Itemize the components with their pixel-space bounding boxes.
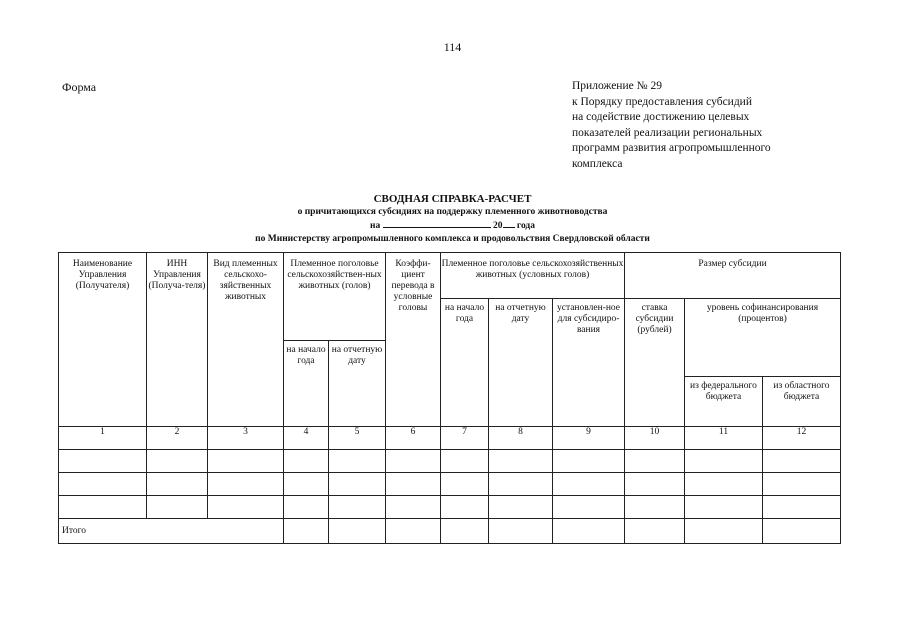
column-number: 8 — [489, 427, 553, 450]
table-cell — [386, 473, 441, 496]
header-breeding-stock-conditional: Племенное поголовье сельскохозяйственных животных (условных голов) — [441, 253, 625, 299]
table-cell — [625, 473, 685, 496]
table-cell — [685, 450, 763, 473]
appendix-line: комплекса — [572, 157, 623, 170]
table-cell — [763, 496, 841, 519]
column-number: 11 — [685, 427, 763, 450]
year-blank — [503, 218, 515, 228]
title-ministry: по Министерству агропромышленного комплекса и продовольствия Свердловской области — [255, 233, 650, 244]
header-heads-reporting-date: на отчетную дату — [329, 341, 386, 427]
date-prefix: на — [370, 221, 381, 231]
table-cell — [329, 473, 386, 496]
column-number: 3 — [208, 427, 284, 450]
table-cell — [553, 496, 625, 519]
total-label: Итого — [59, 519, 284, 544]
appendix-block — [572, 79, 771, 172]
title-subtitle: о причитающихся субсидиях на поддержку племенного животноводства — [297, 206, 608, 217]
table-cell — [284, 450, 329, 473]
table-cell — [284, 519, 329, 544]
appendix-line: к Порядку предоставления субсидий — [572, 95, 752, 108]
document-title — [0, 193, 905, 245]
table-cell — [208, 473, 284, 496]
header-inn: ИНН Управления (Получа-теля) — [147, 253, 208, 427]
table-cell — [441, 450, 489, 473]
table-cell — [329, 450, 386, 473]
header-breeding-stock-heads: Племенное поголовье сельскохозяйствен-ных животных (голов) — [284, 253, 386, 341]
table-cell — [386, 450, 441, 473]
table-cell — [441, 496, 489, 519]
table-row — [59, 473, 841, 496]
title-date-line — [0, 218, 905, 233]
table-cell — [763, 473, 841, 496]
table-cell — [147, 450, 208, 473]
table-row — [59, 496, 841, 519]
table-cell — [441, 473, 489, 496]
header-cond-reporting-date: на отчетную дату — [489, 299, 553, 427]
column-number: 1 — [59, 427, 147, 450]
form-label: Форма — [62, 80, 97, 94]
table-cell — [147, 496, 208, 519]
table-cell — [685, 496, 763, 519]
column-number: 2 — [147, 427, 208, 450]
table-cell — [553, 473, 625, 496]
column-numbers-row — [59, 427, 841, 450]
table-cell — [284, 473, 329, 496]
table-cell — [329, 519, 386, 544]
table-cell — [625, 496, 685, 519]
appendix-line: показателей реализации региональных — [572, 126, 763, 139]
column-number: 12 — [763, 427, 841, 450]
table-row — [59, 450, 841, 473]
table-cell — [147, 473, 208, 496]
date-suffix: года — [516, 221, 535, 231]
appendix-line: Приложение № 29 — [572, 80, 662, 92]
header-recipient-name: Наименование Управления (Получателя) — [59, 253, 147, 427]
header-cond-start-of-year: на начало года — [441, 299, 489, 427]
table-cell — [208, 450, 284, 473]
table-cell — [625, 519, 685, 544]
column-number: 5 — [329, 427, 386, 450]
subsidy-table — [58, 252, 841, 544]
appendix-line: на содействие достижению целевых — [572, 111, 750, 123]
page-number: 114 — [443, 40, 462, 54]
column-number: 4 — [284, 427, 329, 450]
header-conversion-coefficient: Коэффи-циент перевода в условные головы — [386, 253, 441, 427]
table-cell — [685, 473, 763, 496]
table-cell — [625, 450, 685, 473]
column-number: 6 — [386, 427, 441, 450]
table-cell — [685, 519, 763, 544]
table-cell — [763, 450, 841, 473]
table-cell — [59, 450, 147, 473]
header-heads-start-of-year: на начало года — [284, 341, 329, 427]
column-number: 7 — [441, 427, 489, 450]
table-cell — [441, 519, 489, 544]
total-row — [59, 519, 841, 544]
table-cell — [386, 519, 441, 544]
header-federal-budget: из федерального бюджета — [685, 377, 763, 427]
table-cell — [329, 496, 386, 519]
table-cell — [553, 519, 625, 544]
column-number: 10 — [625, 427, 685, 450]
header-cond-established: установлен-ное для субсидиро-вания — [553, 299, 625, 427]
header-regional-budget: из областного бюджета — [763, 377, 841, 427]
title-main: СВОДНАЯ СПРАВКА-РАСЧЕТ — [373, 193, 532, 205]
date-blank — [383, 218, 491, 228]
table-cell — [59, 473, 147, 496]
date-year-prefix: 20 — [493, 221, 503, 231]
table-cell — [763, 519, 841, 544]
table-cell — [489, 496, 553, 519]
appendix-line: программ развития агропромышленного — [572, 142, 771, 154]
header-animal-type: Вид племенных сельскохо-зяйственных животных — [208, 253, 284, 427]
header-subsidy-rate: ставка субсидии (рублей) — [625, 299, 685, 427]
header-subsidy-size: Размер субсидии — [625, 253, 841, 299]
header-cofinancing-level: уровень софинансирования (процентов) — [685, 299, 841, 377]
column-number: 9 — [553, 427, 625, 450]
table-cell — [208, 496, 284, 519]
table-cell — [553, 450, 625, 473]
table-cell — [489, 519, 553, 544]
table-cell — [489, 473, 553, 496]
table-cell — [59, 496, 147, 519]
table-cell — [284, 496, 329, 519]
table-cell — [489, 450, 553, 473]
table-cell — [386, 496, 441, 519]
